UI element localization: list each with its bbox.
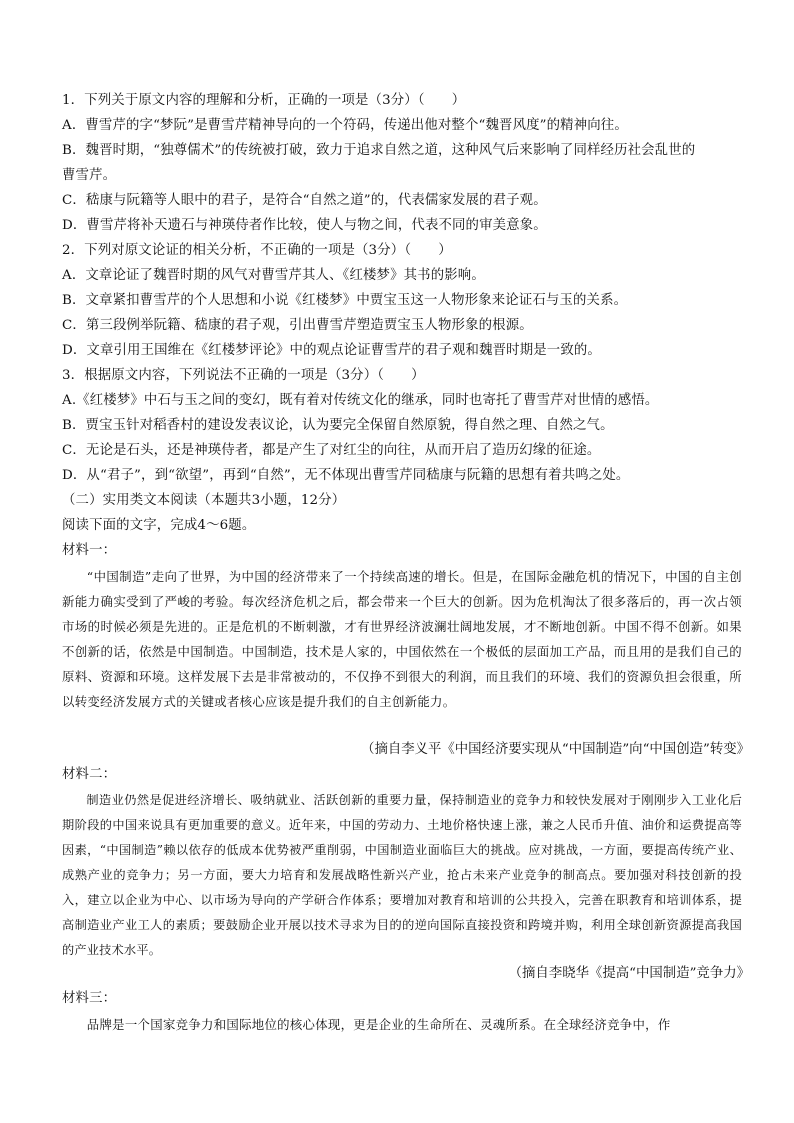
q3-stem: 3．根据原文内容，下列说法不正确的一项是（3分）（ ） [62,368,425,383]
q2-option-a: A．文章论证了魏晋时期的风气对曹雪芹其人、《红楼梦》其书的影响。 [62,268,485,283]
material3-body: 品牌是一个国家竞争力和国际地位的核心体现，更是企业的生命所在、灵魂所系。在全球经济竞争中，作 [86,1017,671,1032]
q3-option-d: D．从“君子”，到“欲望”，再到“自然”，无不体现出曹雪芹同嵇康与阮籍的思想有着共鸣之处。 [62,468,630,483]
q1-option-a: A．曹雪芹的字“梦阮”是曹雪芹精神导向的一个符码，传递出他对整个“魏晋风度”的精神向往。 [62,118,628,133]
q1-option-b-cont: 曹雪芹。 [62,168,117,183]
material2-body: 制造业仍然是促进经济增长、吸纳就业、活跃创新的重要力量，保持制造业的竞争力和较快发展对于刚刚步入工业化后期阶段的中国来说具有更加重要的意义。近年来，中国的劳动力、土地价格快速上涨，兼之人民币升值、油价和运费提高等因素，“中国制造”赖以依存的低成本优势被严重削弱，中国制造业面临巨大的挑战。应对挑战，一方面，要提高传统产业、成熟产业的竞争力；另一方面，要大力培育和发展战略性新兴产业，抢占未来产业竞争的制高点。要加强对科技创新的投入，建立以企业为中心、以市场为导向的产学研合作体系；要增加对教育和培训的公共投入，完善在职教育和培训体系，提高制造业产业工人的素质；要鼓励企业开展以技术寻求为目的的逆向国际直接投资和跨境并购，利用全球创新资源提高我国的产业技术水平。 [62,793,742,957]
q1-stem: 1．下列关于原文内容的理解和分析，正确的一项是（3分）（ ） [62,93,466,108]
q2-option-b: B．文章紧扣曹雪芹的个人思想和小说《红楼梦》中贾宝玉这一人物形象来论证石与玉的关系。 [62,293,628,308]
material1-body: “中国制造”走向了世界，为中国的经济带来了一个持续高速的增长。但是，在国际金融危机的情况下，中国的自主创新能力确实受到了严峻的考验。每次经济危机之后，都会带来一个巨大的创新。因为危机淘汰了很多落后的，再一次占领市场的时候必须是先进的。正是危机的不断刺激，才有世界经济波澜壮阔地发展，才不断地创新。中国不得不创新。如果不创新的话，依然是中国制造。中国制造，技术是人家的，中国依然在一个极低的层面加工产品，而且用的是我们自己的原料、资源和环境。这样发展下去是非常被动的，不仅挣不到很大的利润，而且我们的环境、我们的资源负担会很重，所以转变经济发展方式的关键或者核心应该是提升我们的自主创新能力。 [62,569,742,709]
section-heading: （二）实用类文本阅读（本题共3小题，12分） [62,493,346,508]
q2-option-d: D．文章引用王国维在《红楼梦评论》中的观点论证曹雪芹的君子观和魏晋时期是一致的。 [62,343,601,358]
material3-label: 材料三： [62,991,117,1006]
q1-option-b: B．魏晋时期，“独尊儒术”的传统被打破，致力于追求自然之道，这种风气后来影响了同样经历社会乱世的 [62,143,696,158]
material2-label: 材料二： [62,767,117,782]
material1-source: （摘自李义平《中国经济要实现从“中国制造”向“中国创造”转变》 [361,742,750,757]
q3-option-b: B．贾宝玉针对稻香村的建设发表议论，认为要完全保留自然原貌，得自然之理、自然之气。 [62,418,614,433]
material2-source: （摘自李晓华《提高“中国制造”竞争力》 [508,966,750,981]
q3-option-a: A.《红楼梦》中石与玉之间的变幻，既有着对传统文化的继承，同时也寄托了曹雪芹对世情的感悟。 [62,393,659,408]
q3-option-c: C．无论是石头，还是神瑛侍者，都是产生了对红尘的向往，从而开启了造历幻缘的征途。 [62,443,601,458]
material1-label: 材料一： [62,543,117,558]
q1-option-c: C．嵇康与阮籍等人眼中的君子，是符合“自然之道”的，代表儒家发展的君子观。 [62,193,547,208]
q2-stem: 2．下列对原文论证的相关分析，不正确的一项是（3分）（ ） [62,243,452,258]
q2-option-c: C．第三段例举阮籍、嵇康的君子观，引出曹雪芹塑造贾宝玉人物形象的根源。 [62,318,533,333]
q1-option-d: D．曹雪芹将补天遗石与神瑛侍者作比较，使人与物之间，代表不同的审美意象。 [62,218,547,233]
section-instruction: 阅读下面的文字，完成4～6题。 [62,518,256,533]
